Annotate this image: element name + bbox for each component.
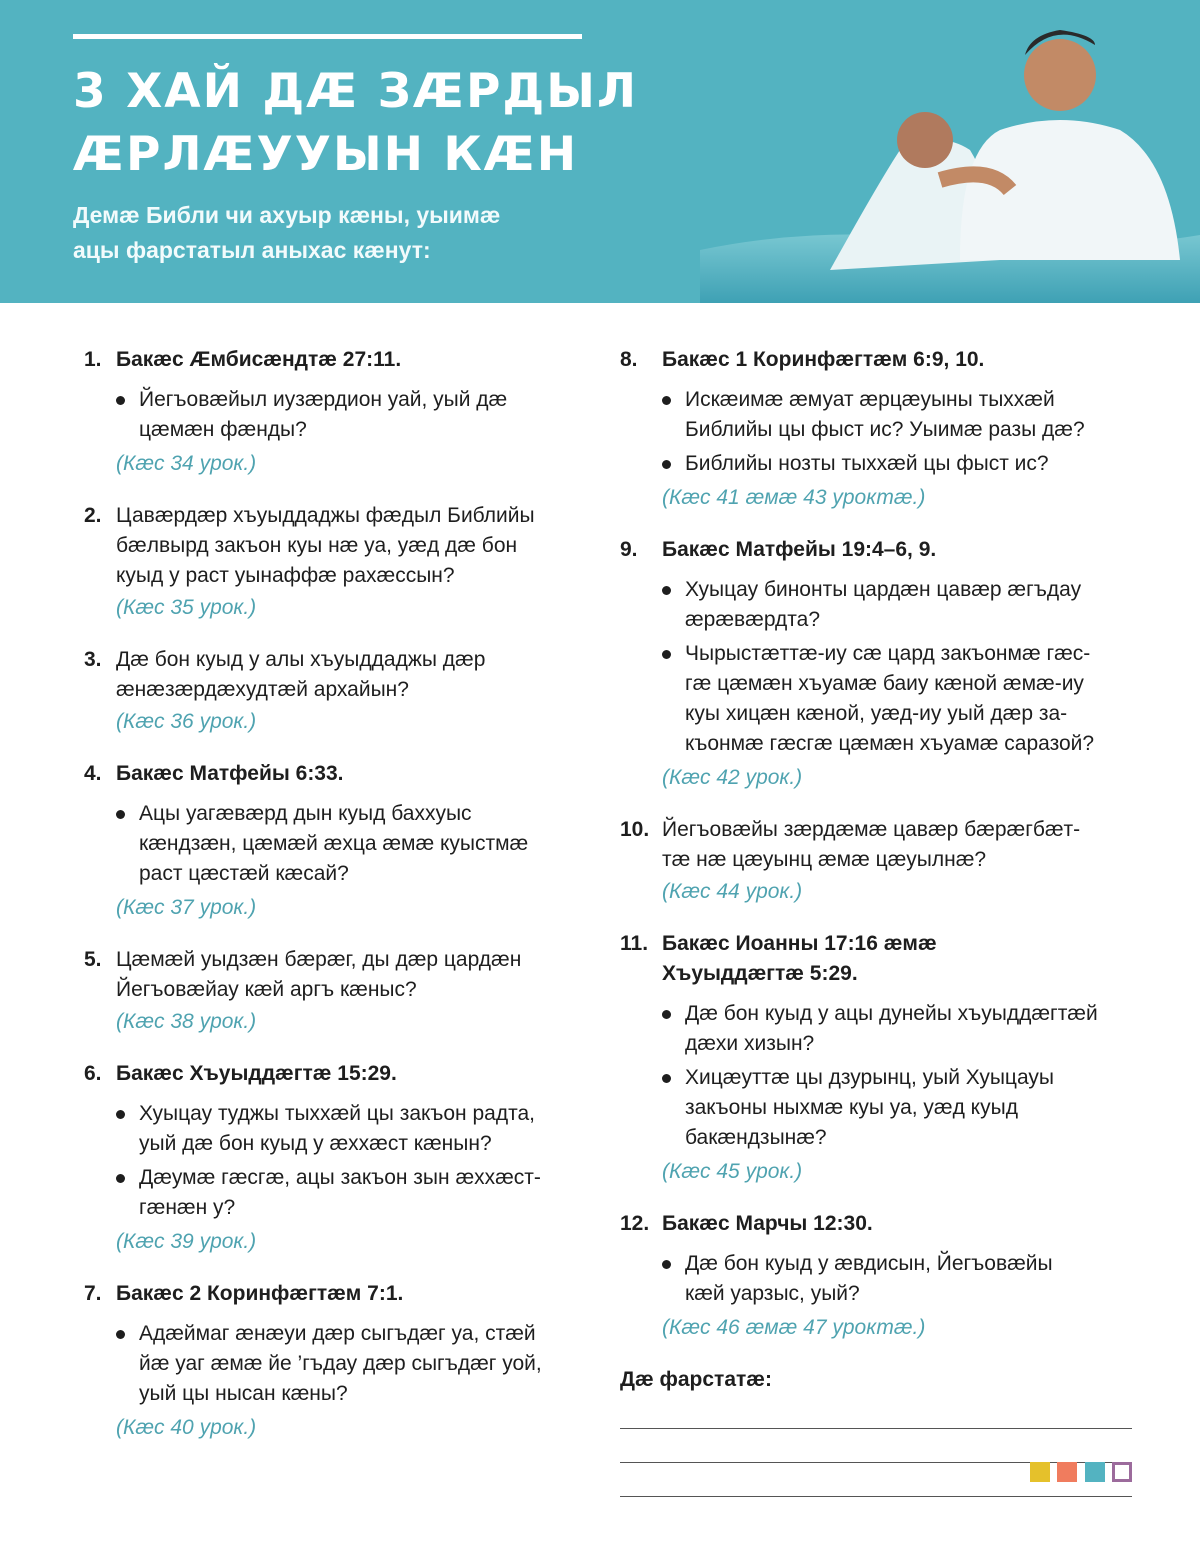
answer-line[interactable]	[620, 1496, 1132, 1497]
lesson-reference: (Кæс 39 урок.)	[116, 1230, 257, 1253]
question-text: Йегъовæйы зæрдæмæ цавæр бæрæгбæт- тæ нæ цæуынц æмæ цæуылнæ?	[662, 818, 1081, 871]
question-text: Цавæрдæр хъуыддаджы фæдыл Библийы бæлвырд закъон куы нæ уа, уæд дæ бон куыд у раст уынаффæ рахæссын?	[116, 504, 535, 587]
question-text: Дæ бон куыд у алы хъуыддаджы дæр æнæзæрдæхудтæй архайын?	[116, 648, 486, 701]
question-body	[116, 501, 624, 623]
question-body	[116, 1059, 624, 1257]
scripture-reference: Бакæс Марчы 12:30.	[662, 1212, 873, 1235]
bullet-list	[662, 1249, 1160, 1309]
bullet-text: Чырыстæттæ-иу сæ цард закъонмæ гæс- гæ цæмæн хъуамæ баиу кæной æмæ-иу куы хицæн кæной, уæд-иу уый дæр за- къонмæ гæсгæ цæмæн хъуамæ саразой?	[685, 642, 1095, 755]
question-item	[84, 1279, 624, 1443]
bullet-question	[116, 799, 624, 889]
question-number: 6.	[84, 1062, 102, 1085]
question-item	[84, 759, 624, 923]
bullet-icon	[662, 1260, 671, 1269]
bullet-icon	[116, 1330, 125, 1339]
answer-line[interactable]	[620, 1462, 1132, 1463]
lesson-reference: (Кæс 41 æмæ 43 уроктæ.)	[662, 486, 926, 509]
lesson-reference: (Кæс 44 урок.)	[662, 880, 803, 903]
bullet-list	[116, 385, 624, 445]
question-number: 2.	[84, 504, 102, 527]
scripture-reference: Бакæс 2 Коринфæгтæм 7:1.	[116, 1282, 404, 1305]
bullet-text: Дæумæ гæсгæ, ацы закъон зын æххæст- гæнæн у?	[139, 1166, 541, 1219]
bullet-question	[116, 1319, 624, 1409]
bullet-text: Хуыцау туджы тыххæй цы закъон радта, уый дæ бон куыд у æххæст кæнын?	[139, 1102, 535, 1155]
bullet-text: Библийы нозты тыххæй цы фыст ис?	[685, 452, 1049, 475]
scripture-reference: Бакæс 1 Коринфæгтæм 6:9, 10.	[662, 348, 985, 371]
bullet-question	[116, 1099, 624, 1159]
question-number: 1.	[84, 348, 102, 371]
answer-line[interactable]	[620, 1428, 1132, 1429]
question-number: 10.	[620, 818, 650, 841]
question-item	[84, 645, 624, 737]
bullet-question	[662, 639, 1160, 759]
bullet-icon	[116, 1174, 125, 1183]
bullet-list	[116, 799, 624, 889]
question-item	[84, 1059, 624, 1257]
bullet-icon	[662, 586, 671, 595]
question-body	[116, 1279, 624, 1443]
bullet-question	[116, 1163, 624, 1223]
question-item	[620, 535, 1160, 793]
scripture-reference: Бакæс Иоанны 17:16 æмæ Хъуыддæгтæ 5:29.	[662, 932, 937, 985]
bullet-question	[662, 575, 1160, 635]
question-number: 5.	[84, 948, 102, 971]
bullet-list	[662, 385, 1160, 479]
lesson-reference: (Кæс 37 урок.)	[116, 896, 257, 919]
question-number: 9.	[620, 538, 638, 561]
question-number: 8.	[620, 348, 638, 371]
bullet-icon	[116, 810, 125, 819]
bullet-list	[662, 575, 1160, 759]
question-list-left	[84, 345, 624, 1465]
baptism-illustration	[700, 0, 1200, 303]
question-body	[662, 929, 1160, 1187]
question-number: 11.	[620, 932, 649, 955]
bullet-text: Йегъовæйыл иузæрдион уай, уый дæ цæмæн фæнды?	[139, 388, 508, 441]
purple-outline-square-icon	[1112, 1462, 1132, 1482]
question-body	[116, 759, 624, 923]
question-text: Цæмæй уыдзæн бæрæг, ды дæр цардæн Йегъовæйау кæй аргъ кæныс?	[116, 948, 522, 1001]
orange-square-icon	[1057, 1462, 1077, 1482]
scripture-reference: Бакæс Матфейы 6:33.	[116, 762, 344, 785]
question-item	[84, 945, 624, 1037]
bullet-icon	[662, 650, 671, 659]
bullet-question	[662, 999, 1160, 1059]
bullet-text: Ацы уагæвæрд дын куыд баххуыс кæндзæн, цæмæй æхца æмæ куыстмæ раст цæстæй кæсай?	[139, 802, 529, 885]
question-list-right	[620, 345, 1160, 1497]
lesson-reference: (Кæс 36 урок.)	[116, 710, 257, 733]
bullet-question	[662, 449, 1160, 479]
bullet-list	[116, 1099, 624, 1223]
page-title: 3 ХАЙ ДÆ ЗÆРДЫЛ ÆРЛÆУУЫН КÆН	[73, 64, 639, 182]
bullet-icon	[662, 1010, 671, 1019]
bullet-icon	[116, 1110, 125, 1119]
question-number: 7.	[84, 1282, 102, 1305]
bullet-list	[662, 999, 1160, 1153]
header-rule	[73, 34, 582, 39]
question-number: 12.	[620, 1212, 650, 1235]
lesson-reference: (Кæс 38 урок.)	[116, 1010, 257, 1033]
lesson-reference: (Кæс 40 урок.)	[116, 1416, 257, 1439]
bullet-text: Искæимæ æмуат æрцæуыны тыххæй Библийы цы фыст ис? Уыимæ разы дæ?	[685, 388, 1085, 441]
bullet-list	[116, 1319, 624, 1409]
yellow-square-icon	[1030, 1462, 1050, 1482]
lesson-reference: (Кæс 34 урок.)	[116, 452, 257, 475]
question-body	[116, 345, 624, 479]
bullet-question	[662, 1249, 1160, 1309]
bullet-icon	[662, 1074, 671, 1083]
bullet-text: Дæ бон куыд у ацы дунейы хъуыддæгтæй дæхи хизын?	[685, 1002, 1098, 1055]
question-body	[662, 345, 1160, 513]
bullet-text: Хуыцау бинонты цардæн цавæр æгъдау æрæвæрдта?	[685, 578, 1082, 631]
scripture-reference: Бакæс Хъуыддæгтæ 15:29.	[116, 1062, 397, 1085]
question-item	[620, 815, 1160, 907]
question-item	[620, 1209, 1160, 1343]
scripture-reference: Бакæс Æмбисæндтæ 27:11.	[116, 348, 402, 371]
question-body	[662, 1209, 1160, 1343]
question-number: 4.	[84, 762, 102, 785]
bullet-text: Адæймаг æнæуи дæр сыгъдæг уа, стæй йæ уаг æмæ йе ’гъдау дæр сыгъдæг уой, уый цы нысан кæны?	[139, 1322, 542, 1405]
your-questions-section	[620, 1365, 1160, 1497]
bullet-icon	[662, 460, 671, 469]
lesson-reference: (Кæс 35 урок.)	[116, 596, 257, 619]
bullet-question	[116, 385, 624, 445]
bullet-text: Дæ бон куыд у æвдисын, Йегъовæйы кæй уарзыс, уый?	[685, 1252, 1053, 1305]
question-item	[620, 929, 1160, 1187]
scripture-reference: Бакæс Матфейы 19:4–6, 9.	[662, 538, 937, 561]
bullet-icon	[662, 396, 671, 405]
bullet-question	[662, 385, 1160, 445]
bullet-question	[662, 1063, 1160, 1153]
teal-square-icon	[1085, 1462, 1105, 1482]
bullet-text: Хицæуттæ цы дзурынц, уый Хуыцауы закъоны ныхмæ куы уа, уæд куыд бакæндзынæ?	[685, 1066, 1054, 1149]
question-item	[84, 501, 624, 623]
question-number: 3.	[84, 648, 102, 671]
question-body	[662, 535, 1160, 793]
question-body	[116, 945, 624, 1037]
page-subtitle: Демæ Библи чи ахуыр кæны, уыимæ ацы фарстатыл аныхас кæнут:	[73, 202, 501, 263]
lesson-reference: (Кæс 46 æмæ 47 уроктæ.)	[662, 1316, 926, 1339]
question-body	[116, 645, 624, 737]
your-questions-label: Дæ фарстатæ:	[620, 1368, 772, 1391]
bullet-icon	[116, 396, 125, 405]
question-item	[620, 345, 1160, 513]
question-body	[662, 815, 1160, 907]
lesson-reference: (Кæс 42 урок.)	[662, 766, 803, 789]
question-item	[84, 345, 624, 479]
lesson-reference: (Кæс 45 урок.)	[662, 1160, 803, 1183]
header-banner	[0, 0, 1200, 303]
